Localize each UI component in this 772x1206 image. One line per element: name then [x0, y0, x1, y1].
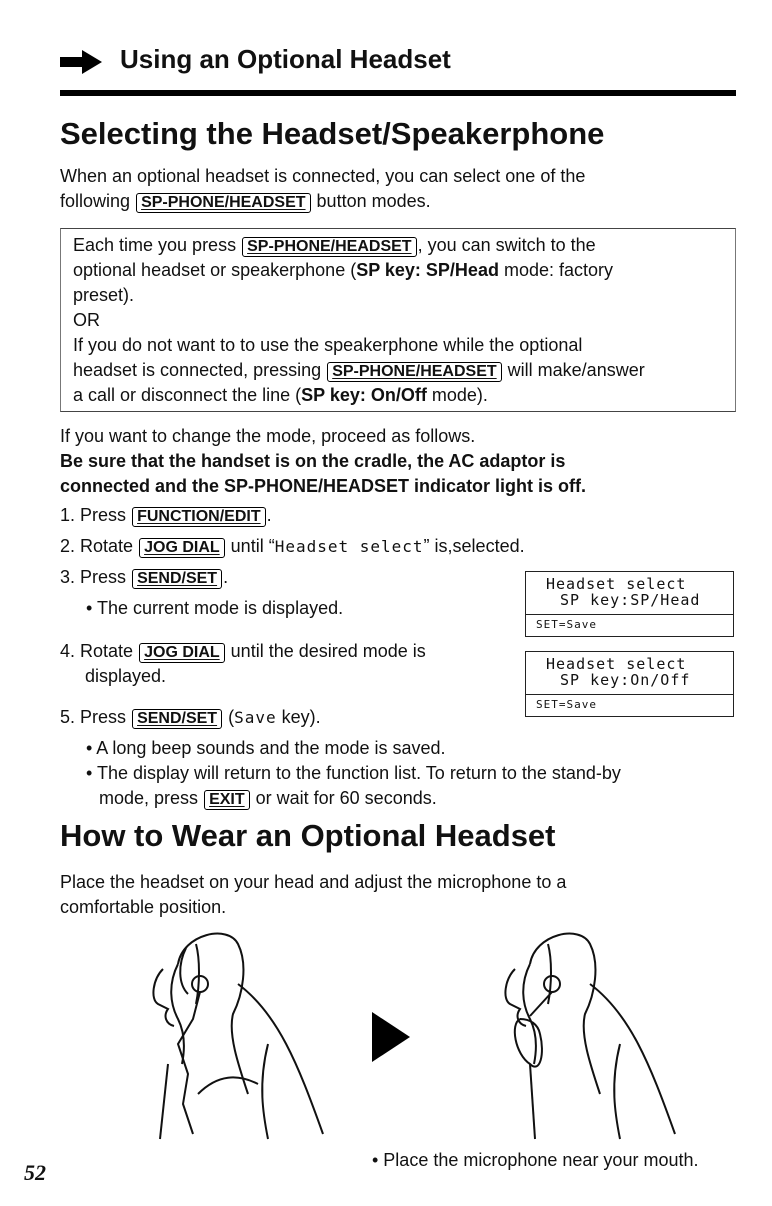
headset-wearer-illustration-2: [490, 924, 690, 1142]
sp-phone-headset-key: SP-PHONE/HEADSET: [242, 237, 416, 257]
sp-phone-headset-key: SP-PHONE/HEADSET: [327, 362, 501, 382]
step-3-bullet: • The current mode is displayed.: [86, 598, 344, 618]
procedure-intro: [60, 424, 740, 499]
bold-note-line-2: connected and the SP-PHONE/HEADSET indicator light is off.: [60, 476, 587, 496]
page-title: Selecting the Headset/Speakerphone: [60, 116, 605, 151]
intro-line-2: following SP-PHONE/HEADSET button modes.: [60, 191, 431, 211]
intro-paragraph: [60, 164, 740, 214]
step-5-bullets: [86, 736, 746, 811]
box-line-4: OR: [73, 310, 100, 330]
section-heading-wear: How to Wear an Optional Headset: [60, 818, 556, 853]
arrow-right-icon: [60, 48, 104, 76]
lcd-display-on-off: Headset select SP key:On/Off SET=Save: [525, 651, 734, 717]
box-line-3: preset).: [73, 285, 135, 305]
box-line-5: If you do not want to to use the speakerphone while the optional: [73, 335, 583, 355]
header-rule: [60, 90, 736, 96]
bullet-return-line-2: mode, press EXIT or wait for 60 seconds.: [99, 788, 437, 808]
section-header: [60, 44, 740, 80]
bullet-beep: • A long beep sounds and the mode is saved.: [86, 738, 446, 758]
jog-dial-key: JOG DIAL: [139, 643, 225, 663]
jog-dial-key: JOG DIAL: [139, 538, 225, 558]
page-number: 52: [24, 1160, 46, 1185]
exit-key: EXIT: [204, 790, 250, 810]
illustration-caption: • Place the microphone near your mouth.: [372, 1150, 699, 1170]
lcd-display-sp-head: Headset select SP key:SP/Head SET=Save: [525, 571, 734, 637]
bold-note-line-1: Be sure that the handset is on the cradle, the AC adaptor is: [60, 451, 566, 471]
headset-wearer-illustration-1: [138, 924, 338, 1142]
box-line-6: headset is connected, pressing SP-PHONE/HEADSET will make/answer: [73, 360, 645, 380]
step-2: 2. Rotate JOG DIAL until “Headset select” is,selected.: [60, 536, 525, 556]
intro-line-1: When an optional headset is connected, you can select one of the: [60, 166, 586, 186]
section-title: Using an Optional Headset: [120, 44, 451, 74]
info-box: [60, 228, 736, 412]
after-box-text: If you want to change the mode, proceed as follows.: [60, 426, 476, 446]
send-set-key: SEND/SET: [132, 569, 222, 589]
step-5: 5. Press SEND/SET (Save key).: [60, 707, 321, 727]
bullet-return: • The display will return to the function list. To return to the stand-by: [86, 763, 621, 783]
step-3: 3. Press SEND/SET .: [60, 567, 229, 587]
wear-paragraph: Place the headset on your head and adjust the microphone to a comfortable position.: [60, 872, 567, 917]
play-arrow-icon: [372, 1012, 412, 1062]
function-edit-key: FUNCTION/EDIT: [132, 507, 266, 527]
box-line-2: optional headset or speakerphone (SP key: SP/Head mode: factory: [73, 260, 613, 280]
step-4: 4. Rotate JOG DIAL until the desired mode is displayed.: [60, 641, 426, 686]
step-1: 1. Press FUNCTION/EDIT .: [60, 505, 272, 525]
box-line-7: a call or disconnect the line (SP key: On/Off mode).: [73, 385, 488, 405]
sp-phone-headset-key: SP-PHONE/HEADSET: [136, 193, 310, 213]
send-set-key: SEND/SET: [132, 709, 222, 729]
box-line-1: Each time you press SP-PHONE/HEADSET , you can switch to the: [73, 235, 596, 255]
